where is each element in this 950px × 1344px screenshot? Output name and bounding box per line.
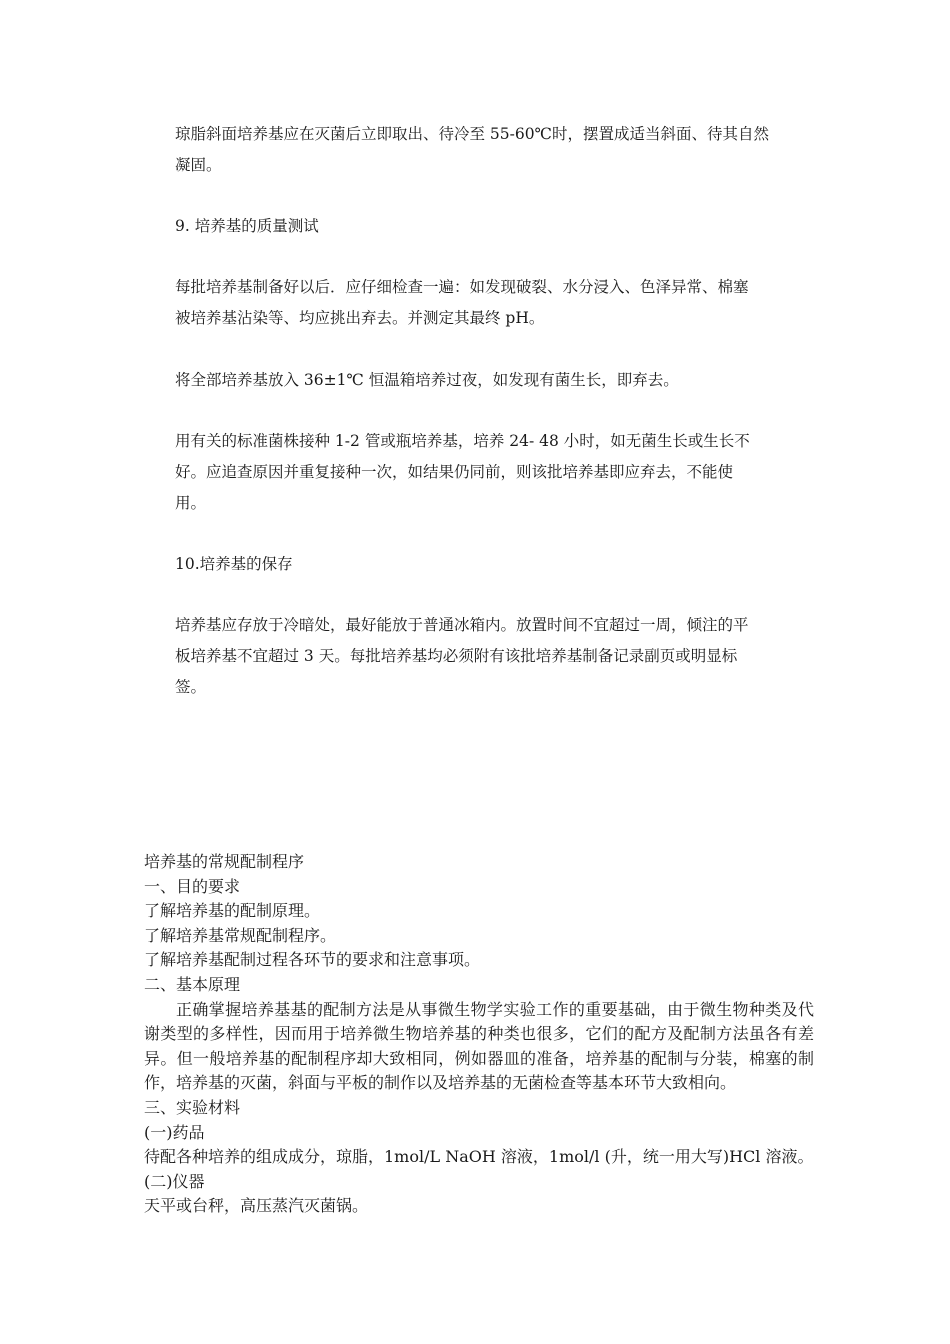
section-heading: 一、目的要求 (144, 876, 241, 896)
text-line: 每批培养基制备好以后．应仔细检查一遍：如发现破裂、水分浸入、色泽异常、棉塞 (175, 278, 749, 296)
paragraph-storage (175, 610, 815, 703)
procedure-section (144, 850, 814, 1219)
text-line: 板培养基不宜超过 3 天。每批培养基均必须附有该批培养基制备记录副页或明显标 (175, 647, 738, 665)
list-item: 了解培养基配制过程各环节的要求和注意事项。 (144, 950, 481, 970)
list-item: 了解培养基常规配制程序。 (144, 925, 337, 945)
heading-storage (175, 549, 815, 580)
paragraph-incubation (175, 365, 815, 396)
text-line: 好。应追查原因并重复接种一次，如结果仍同前，则该批培养基即应弃去，不能使 (175, 463, 734, 481)
text-line: 签。 (175, 678, 207, 696)
section-heading: 9. 培养基的质量测试 (175, 217, 319, 235)
text-line: 凝固。 (175, 156, 222, 174)
section-heading: 二、基本原理 (144, 974, 241, 994)
paragraph-standard-strain (175, 426, 815, 519)
text-line: 用。 (175, 494, 207, 512)
subsection-heading: (二)仪器 (144, 1171, 205, 1191)
list-item: 了解培养基的配制原理。 (144, 901, 321, 921)
reagents-text: 待配各种培养的组成成分，琼脂，1mol/L NaOH 溶液，1mol/l (升，统一用大写)HCl 溶液。 (144, 1147, 814, 1167)
text-line: 被培养基沾染等、均应挑出弃去。并测定其最终 pH。 (175, 309, 545, 327)
subsection-heading: (一)药品 (144, 1122, 205, 1142)
heading-quality-test (175, 211, 815, 242)
paragraph-inspection (175, 272, 815, 334)
document-title: 培养基的常规配制程序 (144, 852, 305, 871)
section-heading: 三、实验材料 (144, 1097, 241, 1117)
principle-paragraph: 正确掌握培养基基的配制方法是从事微生物学实验工作的重要基础，由于微生物种类及代谢类型的多样性，因而用于培养微生物培养基的种类也很多，它们的配方及配制方法虽各有差异。但一般培养基的配制程序却大致相同，例如器皿的准备，培养基的配制与分装，棉塞的制作，培养基的灭菌，斜面与平板的制作以及培养基的无菌检查等基本环节大致相向。 (144, 999, 814, 1093)
paragraph-agar-slant (175, 119, 815, 181)
text-line: 将全部培养基放入 36±1℃ 恒温箱培养过夜，如发现有菌生长，即弃去。 (175, 371, 679, 389)
text-line: 培养基应存放于冷暗处，最好能放于普通冰箱内。放置时间不宜超过一周，倾注的平 (175, 616, 749, 634)
instruments-text: 天平或台秤，高压蒸汽灭菌锅。 (144, 1196, 369, 1216)
section-heading: 10.培养基的保存 (175, 555, 293, 573)
text-line: 琼脂斜面培养基应在灭菌后立即取出、待冷至 55-60℃时，摆置成适当斜面、待其自然 (175, 125, 769, 143)
text-line: 用有关的标准菌株接种 1-2 管或瓶培养基，培养 24- 48 小时，如无菌生长或生长不 (175, 432, 750, 450)
